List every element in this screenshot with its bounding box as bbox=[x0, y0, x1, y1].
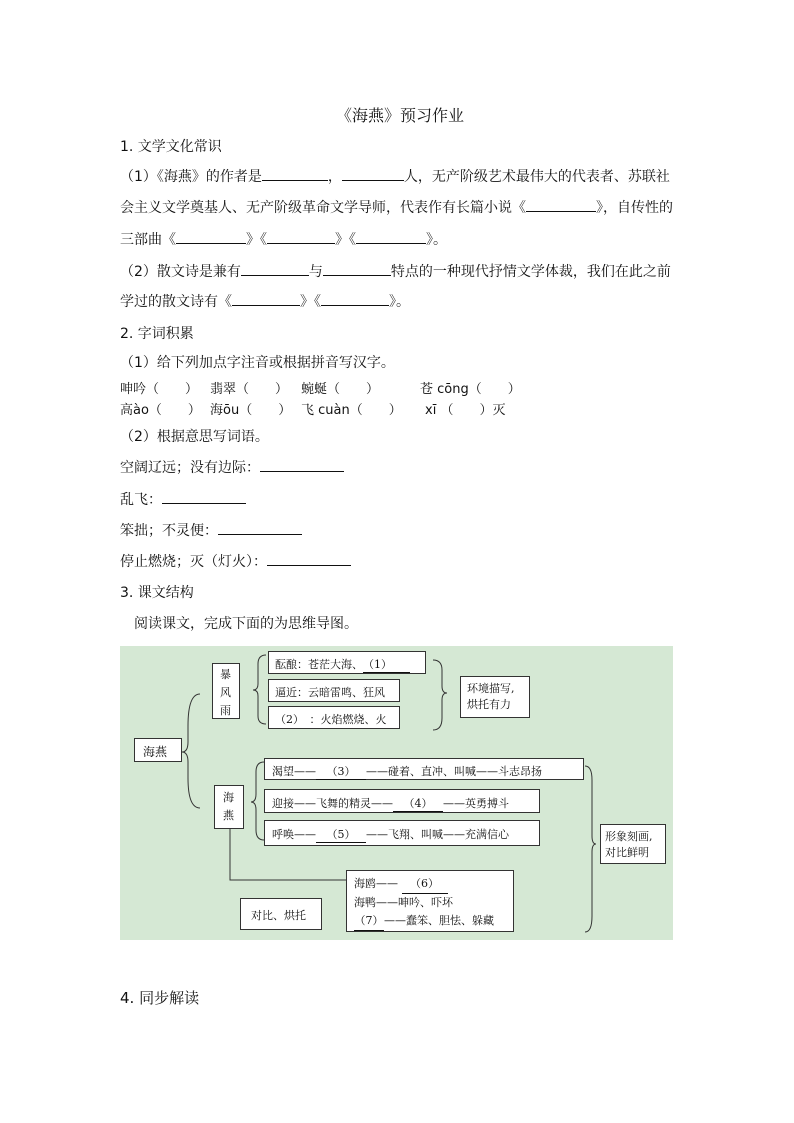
storm-right-brace bbox=[433, 660, 447, 730]
word-def-3 bbox=[120, 520, 302, 540]
petrel-item-1 bbox=[264, 758, 584, 780]
root-label: 海燕 bbox=[143, 745, 168, 759]
word-def-text: 停止燃烧；灭（灯火）： bbox=[120, 554, 267, 570]
s1-text: 学过的散文诗有《 bbox=[120, 294, 232, 310]
petrel-fill-5[interactable]: （5） bbox=[316, 826, 366, 843]
s1-text: 特点的一种现代抒情文学体裁，我们在此之前 bbox=[390, 264, 671, 280]
word-blank-1[interactable] bbox=[260, 457, 344, 472]
storm-note bbox=[460, 676, 530, 718]
s1-text: 会主义文学奠基人、无产阶级革命文学导师，代表作有长篇小说《 bbox=[120, 200, 526, 216]
trilogy-blank-1[interactable] bbox=[176, 229, 246, 244]
contrast-box bbox=[240, 898, 322, 930]
s1-text: （2）散文诗是兼有 bbox=[120, 264, 241, 280]
word-def-4 bbox=[120, 551, 351, 571]
petrel-item-text: 呼唤—— bbox=[272, 828, 316, 841]
s1-text: 》，自传性的 bbox=[596, 200, 673, 216]
petrel-item-text: ——英勇搏斗 bbox=[443, 797, 509, 810]
s1-p2-line1 bbox=[120, 261, 671, 281]
petrel-fill-3[interactable]: （3） bbox=[316, 763, 366, 780]
petrel-item-text: 渴望—— bbox=[272, 765, 316, 778]
trilogy-blank-2[interactable] bbox=[267, 229, 335, 244]
s1-text: ， bbox=[327, 169, 342, 185]
petrel-right-brace bbox=[585, 766, 596, 932]
s1-text: 人，无产阶级艺术最伟大的代表者、苏联社 bbox=[403, 169, 670, 185]
pinyin-row-1-item-2: 翡翠（ ） bbox=[210, 382, 289, 397]
s1-text: 》。 bbox=[426, 232, 447, 248]
s1-p1-line3 bbox=[120, 229, 447, 249]
s1-p1-line1 bbox=[120, 166, 670, 186]
pinyin-row-1-item-3: 蜿蜒（ ） bbox=[301, 382, 380, 397]
poem-blank-2[interactable] bbox=[321, 291, 389, 306]
pinyin-row-1-item-4: 苍 cōng（ ） bbox=[420, 382, 521, 397]
storm-item-2 bbox=[268, 679, 400, 702]
petrel-note-line-2: 对比鲜明 bbox=[605, 846, 649, 859]
petrel-item-text: 迎接——飞舞的精灵—— bbox=[272, 797, 393, 810]
s1-p1-line2 bbox=[120, 197, 673, 217]
s1-text: 》。 bbox=[389, 294, 410, 310]
petrel-item-2 bbox=[264, 789, 540, 813]
structure-intro: 阅读课文，完成下面的为思维导图。 bbox=[134, 616, 358, 632]
word-def-text: 笨拙；不灵便： bbox=[120, 523, 218, 539]
pinyin-row-1-item-1: 呻吟（ ） bbox=[120, 382, 199, 397]
petrel-note-line-1: 形象刻画, bbox=[605, 830, 653, 843]
s1-text: 》《 bbox=[335, 232, 356, 248]
genre-blank-1[interactable] bbox=[241, 261, 309, 276]
page-title: 《海燕》预习作业 bbox=[336, 106, 465, 125]
petrel-fill-4[interactable]: （4） bbox=[393, 795, 443, 812]
other-fill-6[interactable]: （6） bbox=[402, 875, 448, 894]
storm-item-text: 酝酿：苍茫大海、 bbox=[275, 658, 363, 671]
contrast-label: 对比、烘托 bbox=[251, 909, 306, 922]
pinyin-row-2-item-3: 飞 cuàn（ ） bbox=[301, 403, 402, 418]
root-node bbox=[134, 738, 182, 762]
section-3-heading: 3. 课文结构 bbox=[120, 585, 194, 601]
petrel-brace bbox=[251, 762, 264, 840]
s1-text: 》《 bbox=[246, 232, 267, 248]
storm-item-3 bbox=[268, 706, 400, 729]
word-def-text: 乱飞： bbox=[120, 492, 162, 508]
s1-p2-line2 bbox=[120, 291, 410, 311]
petrel-node bbox=[214, 785, 244, 829]
pinyin-row-2-item-2: 海ōu（ ） bbox=[210, 403, 292, 418]
petrel-item-3 bbox=[264, 820, 540, 846]
word-def-text: 空阔辽远；没有边际： bbox=[120, 460, 260, 476]
storm-note-line-1: 环境描写, bbox=[467, 682, 515, 695]
storm-item-text: 逼近：云暗雷鸣、狂风 bbox=[275, 686, 385, 699]
pinyin-row-2-item-4: xī （ ）灭 bbox=[425, 403, 506, 418]
genre-blank-2[interactable] bbox=[323, 261, 391, 276]
nationality-blank[interactable] bbox=[342, 166, 404, 181]
other-birds-box bbox=[346, 870, 514, 932]
storm-item-text: （2） ：火焰燃烧、火 bbox=[275, 713, 387, 726]
other-fill-7[interactable]: （7） bbox=[354, 912, 384, 931]
petrel-item-text: ——碰着、直冲、叫喊——斗志昂扬 bbox=[366, 765, 542, 778]
word-def-2 bbox=[120, 489, 246, 509]
s1-text: 三部曲《 bbox=[120, 232, 176, 248]
s1-text: 》《 bbox=[300, 294, 321, 310]
other-birds-line-3: （7）——蠢笨、胆怯、躲藏 bbox=[354, 912, 513, 931]
pinyin-question: （1）给下列加点字注音或根据拼音写汉字。 bbox=[120, 355, 395, 371]
storm-node bbox=[212, 663, 240, 719]
storm-fill-1[interactable]: （1） bbox=[363, 656, 410, 673]
mind-map bbox=[120, 646, 673, 940]
s1-text: 与 bbox=[308, 264, 323, 280]
words-question: （2）根据意思写词语。 bbox=[120, 429, 269, 445]
s1-text: （1）《海燕》的作者是 bbox=[120, 169, 262, 185]
petrel-label: 海燕 bbox=[223, 791, 234, 822]
storm-brace bbox=[253, 655, 266, 724]
word-blank-3[interactable] bbox=[218, 520, 302, 535]
trilogy-blank-3[interactable] bbox=[356, 229, 426, 244]
storm-note-line-2: 烘托有力 bbox=[467, 698, 511, 711]
petrel-note bbox=[600, 824, 666, 864]
poem-blank-1[interactable] bbox=[232, 291, 300, 306]
word-blank-4[interactable] bbox=[267, 551, 351, 566]
storm-item-1 bbox=[268, 651, 426, 674]
novel-blank[interactable] bbox=[526, 197, 596, 212]
word-blank-2[interactable] bbox=[162, 489, 246, 504]
section-2-heading: 2. 字词积累 bbox=[120, 326, 194, 342]
pinyin-row-2-item-1: 高ào（ ） bbox=[120, 403, 201, 418]
other-birds-line-2: 海鸭——呻吟、吓坏 bbox=[354, 896, 453, 909]
other-birds-line-1: 海鸥—— （6） bbox=[354, 875, 513, 894]
storm-label: 暴风雨 bbox=[220, 668, 231, 717]
root-brace bbox=[182, 694, 200, 808]
word-def-1 bbox=[120, 457, 344, 477]
author-blank[interactable] bbox=[262, 166, 328, 181]
section-1-heading: 1. 文学文化常识 bbox=[120, 139, 222, 155]
section-4-heading: 4. 同步解读 bbox=[120, 989, 200, 1007]
petrel-item-text: ——飞翔、叫喊——充满信心 bbox=[366, 828, 509, 841]
